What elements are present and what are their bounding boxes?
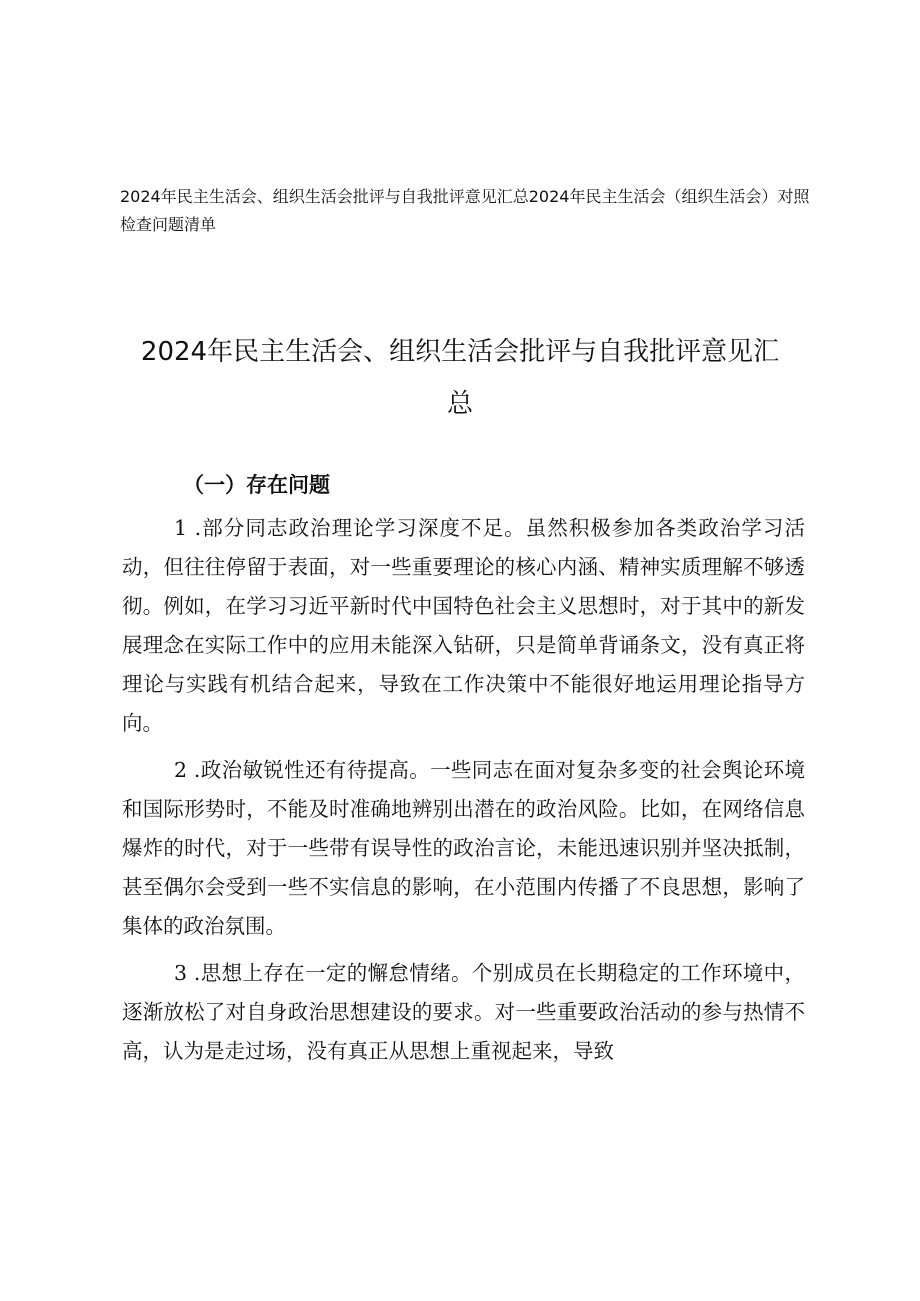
paragraph-3: 3 .思想上存在一定的懈怠情绪。个别成员在长期稳定的工作环境中，逐渐放松了对自身政治思想建设的要求。对一些重要政治活动的参与热情不高，认为是走过场，没有真正从思想上重视起来，导致 bbox=[122, 961, 805, 1063]
main-title-line-2: 总 bbox=[446, 389, 473, 419]
paragraph-2: 2 .政治敏锐性还有待提高。一些同志在面对复杂多变的社会舆论环境和国际形势时，不能及时准确地辨别出潜在的政治风险。比如，在网络信息爆炸的时代，对于一些带有误导性的政治言论，未能迅速识别并坚决抵制，甚至偶尔会受到一些不实信息的影响，在小范围内传播了不良思想，影响了集体的政治氛围。 bbox=[122, 758, 805, 938]
section-heading: （一）存在问题 bbox=[183, 472, 330, 497]
main-title bbox=[130, 326, 790, 430]
body-text bbox=[122, 509, 805, 1079]
main-title-line-1: 2024年民主生活会、组织生活会批评与自我批评意见汇 bbox=[140, 337, 780, 367]
paragraph-1: 1 .部分同志政治理论学习深度不足。虽然积极参加各类政治学习活动，但往往停留于表面，对一些重要理论的核心内涵、精神实质理解不够透彻。例如，在学习习近平新时代中国特色社会主义思想时，对于其中的新发展理念在实际工作中的应用未能深入钻研，只是简单背诵条文，没有真正将理论与实践有机结合起来，导致在工作决策中不能很好地运用理论指导方向。 bbox=[122, 516, 805, 735]
document-header-title: 2024年民主生活会、组织生活会批评与自我批评意见汇总2024年民主生活会（组织生活会）对照检查问题清单 bbox=[120, 187, 810, 234]
